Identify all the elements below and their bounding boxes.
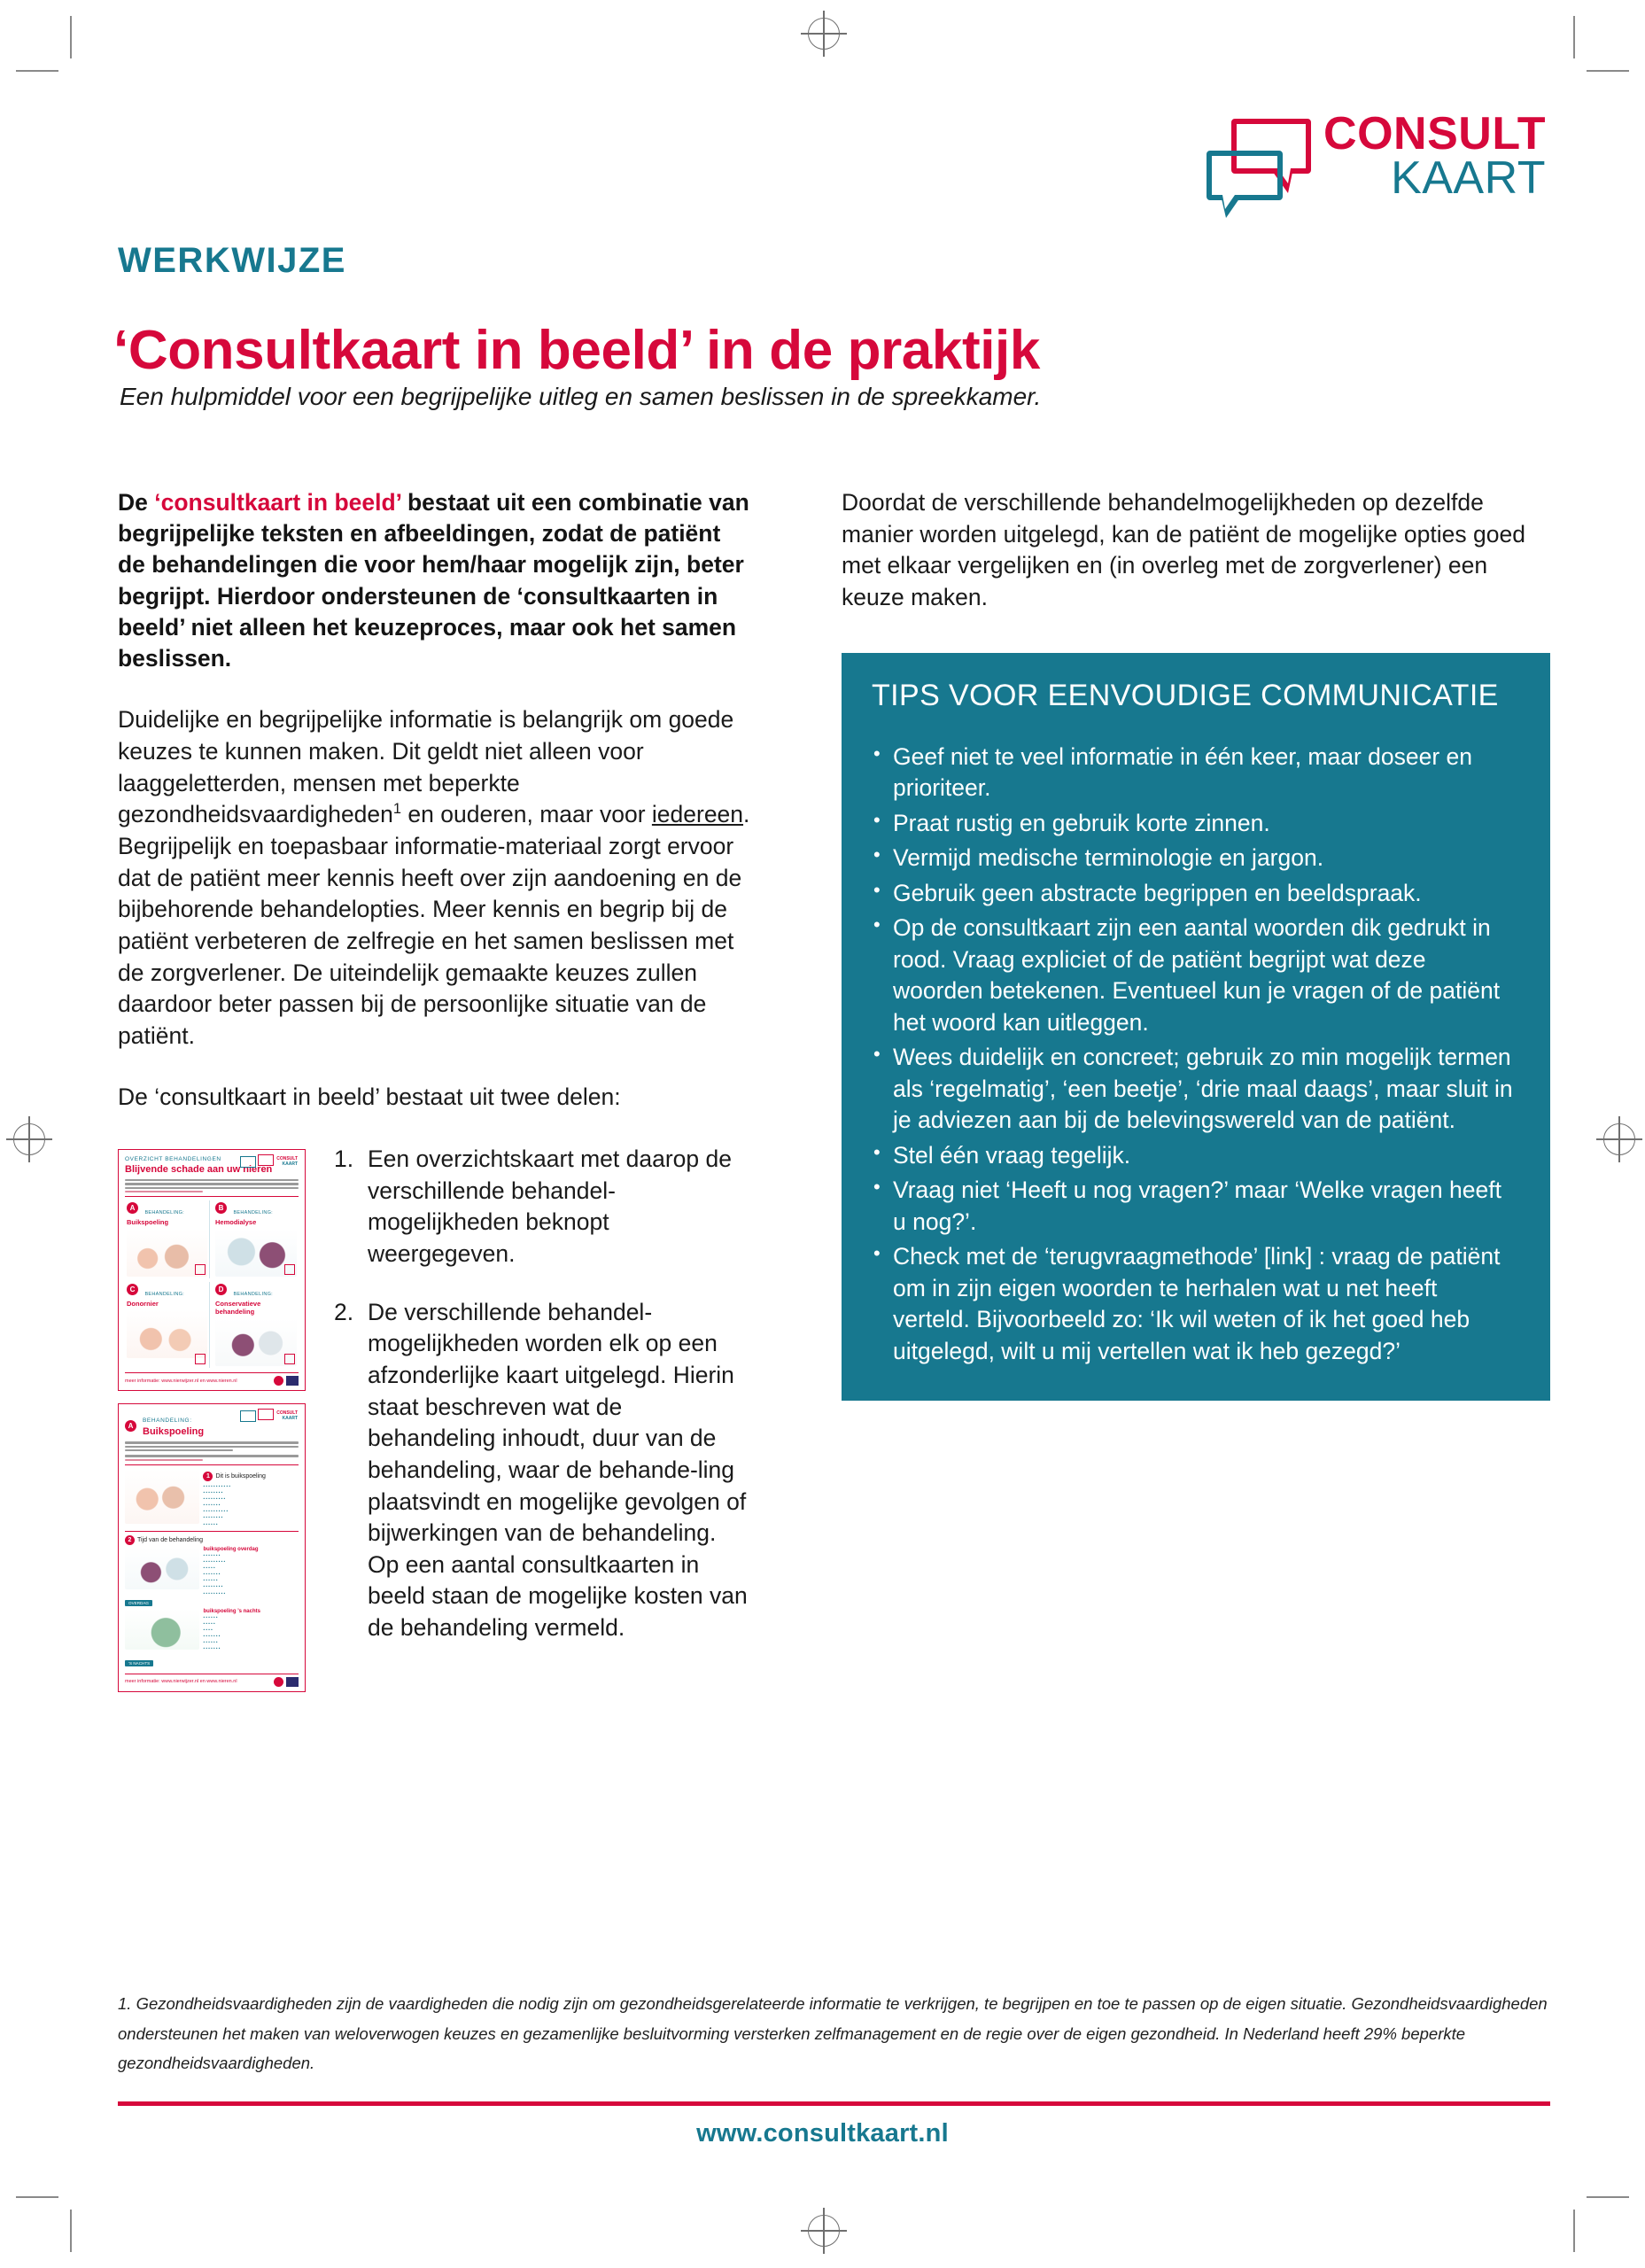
overview-card-footer (125, 1372, 299, 1386)
thumbnail-logo-icon: CONSULT KAART (240, 1156, 298, 1168)
detail-partner-logos (274, 1677, 299, 1687)
tips-item: • Geef niet te veel informatie in één keer, maar doseer en prioriteer. (872, 742, 1520, 804)
pill-s-nachts: ’S NACHTS (125, 1660, 153, 1666)
detail-step-1-header (203, 1472, 299, 1481)
option-a-title: Buikspoeling (127, 1218, 169, 1227)
footnote-reference: 1 (392, 801, 402, 818)
list-item-2-number: 2. (334, 1298, 354, 1325)
list-item-1-number: 1. (334, 1146, 354, 1173)
option-d-checkbox[interactable] (284, 1354, 295, 1364)
overview-footer-text: meer informatie: www.nierwijzer.nl en www.nieren.nl (125, 1378, 237, 1384)
nfk-logo-icon (286, 1376, 299, 1386)
tips-list (872, 742, 1520, 1368)
detail-intro-lines (125, 1441, 299, 1461)
pill-overdag: OVERDAG (125, 1600, 152, 1606)
option-badge-b: B (215, 1202, 227, 1214)
detail-footer-text: meer informatie: www.nierwijzer.nl en www.nieren.nl (125, 1679, 237, 1685)
detail-step-1 (125, 1469, 299, 1527)
crop-mark-top-left-horizontal (16, 70, 58, 72)
option-d-kicker: BEHANDELING: (233, 1292, 274, 1298)
option-c-kicker: BEHANDELING: (144, 1292, 185, 1298)
tips-item: • Vermijd medische terminologie en jargon. (872, 843, 1520, 874)
detail-nfk-logo-icon (286, 1677, 299, 1687)
detail-title: Buikspoeling (143, 1426, 205, 1438)
detail-step-1-bullets: • • • • • • • • • • • • • • • • • • • • • • • • • • • • • • • • • • • • • • • • • • • • • • • • • • • • • • • • • • • (203, 1483, 230, 1526)
overview-option-c[interactable] (125, 1282, 210, 1368)
option-c-title: Donornier (127, 1300, 159, 1309)
tips-item: • Gebruik geen abstracte begrippen en beeldspraak. (872, 878, 1520, 910)
option-b-title: Hemodialyse (215, 1218, 257, 1227)
kidney-logo-icon (274, 1376, 283, 1386)
overview-options-grid (125, 1200, 299, 1368)
overview-option-d[interactable] (213, 1282, 299, 1368)
detail-illustration-3 (125, 1609, 199, 1650)
detail-step-2-header (125, 1535, 299, 1545)
tips-box (842, 653, 1550, 1402)
list-item (334, 1297, 754, 1644)
crop-mark-bottom-right-vertical (1573, 2210, 1575, 2252)
detail-step-2-number: 2 (125, 1535, 135, 1545)
right-column (842, 487, 1550, 1401)
option-c-checkbox[interactable] (195, 1354, 206, 1364)
option-badge-d: D (215, 1284, 227, 1295)
detail-section-daytime (125, 1547, 299, 1609)
logo-word-kaart: KAART (1391, 151, 1546, 204)
detail-kicker: BEHANDELING: (143, 1418, 192, 1425)
registration-mark-bottom (808, 2215, 840, 2247)
right-paragraph-1: Doordat de verschillende behandelmogelijkheden op dezelfde manier worden uitgelegd, kan de patiënt de mogelijke opties goed met elkaar vergelijken en (in overleg met de zorgverlener) een keuze maken. (842, 489, 1525, 610)
tips-box-title: TIPS VOOR EENVOUDIGE COMMUNICATIE (872, 678, 1499, 712)
detail-kidney-logo-icon (274, 1677, 283, 1687)
detail-section-night (125, 1609, 299, 1669)
option-a-kicker: BEHANDELING: (144, 1210, 185, 1216)
thumbnail-detail-card[interactable] (118, 1403, 306, 1692)
option-d-title: Conservatieve behandeling (215, 1300, 261, 1317)
option-b-kicker: BEHANDELING: (233, 1210, 274, 1216)
paragraph-1-part-b: en ouderen, maar voor (401, 801, 652, 828)
detail-step-1-label: Dit is buikspoeling (215, 1472, 266, 1480)
crop-mark-top-right-horizontal (1587, 70, 1629, 72)
page-subtitle: Een hulpmiddel voor een begrijpelijke uitleg en samen beslissen in de spreekkamer. (120, 383, 1042, 410)
detail-illustration-2 (125, 1547, 199, 1589)
lead-highlight: ‘consultkaart in beeld’ (154, 489, 401, 516)
registration-mark-left (13, 1123, 45, 1155)
detail-daytime-bullets: • • • • • • • • • • • • • • • • • • • • • • • • • • • • • • • • • • • • • • • • • • • • • • • • • • • (203, 1552, 226, 1596)
detail-card-footer (125, 1674, 299, 1687)
registration-mark-top (808, 18, 840, 50)
tips-item: • Wees duidelijk en concreet; gebruik zo min mogelijk termen als ‘regelmatig’, ‘een beetje’, ‘drie maal daags’, maar sluit in je adviezen aan bij de belevingswereld van de patiënt. (872, 1042, 1520, 1137)
overview-option-b[interactable] (213, 1200, 299, 1278)
tips-item: • Stel één vraag tegelijk. (872, 1140, 1520, 1172)
footer-website-url[interactable]: www.consultkaart.nl (696, 2119, 949, 2148)
card-thumbnails (118, 1149, 306, 1705)
option-a-checkbox[interactable] (195, 1264, 206, 1275)
detail-step-2-label: Tijd van de behandeling (137, 1536, 204, 1543)
paragraph-1-part-a: Duidelijke en begrijpelijke informatie is belangrijk om goede keuzes te kunnen maken. Dit geldt niet alleen voor laaggeletterden, mensen met beperkte gezondheidsvaardigheden (118, 706, 734, 828)
left-column (118, 487, 754, 1685)
parts-section (118, 1144, 754, 1685)
logo-wordmark (1323, 108, 1546, 204)
paragraph-1-part-c: . Begrijpelijk en toepasbaar informatie-materiaal zorgt ervoor dat de patiënt meer kennis heeft over zijn aandoening en de bijbehorende behandelopties. Meer kennis en begrip bij de patiënt verbeteren de zelfregie en het samen beslissen met de zorgverlener. De uiteindelijk gemaakte keuzes zullen daardoor beter passen bij de persoonlijke situatie van de patiënt. (118, 801, 750, 1049)
list-item-2-text: De verschillende behandel-mogelijkheden worden elk op een afzonderlijke kaart uitgelegd. Hierin staat beschreven wat de behandeling inhoudt, duur van de behandeling, waar de behande-ling plaatsvindt en mogelijke gevolgen of bijwerkingen van de behandeling. Op een aantal consultkaarten in beeld staan de mogelijke kosten van de behandeling vermeld. (368, 1298, 748, 1642)
list-item (334, 1144, 754, 1270)
lead-text-before: De (118, 489, 155, 516)
detail-illustration-1 (125, 1469, 199, 1524)
detail-night-bullets: • • • • • • • • • • • • • • • • • • • • • • • • • • • • • • • • • • • (203, 1614, 221, 1651)
crop-mark-top-right-vertical (1573, 16, 1575, 58)
option-c-illustration (127, 1310, 207, 1358)
overview-title: Blijvende schade aan uw nieren (125, 1164, 273, 1176)
tips-item: • Vraag niet ‘Heeft u nog vragen?’ maar ‘Welke vragen heeft u nog?’. (872, 1175, 1520, 1238)
partner-logos (274, 1376, 299, 1386)
crop-mark-bottom-right-horizontal (1587, 2196, 1629, 2198)
footer-divider (118, 2101, 1550, 2106)
consultkaart-logo (1207, 108, 1546, 204)
subheading-daytime: buikspoeling overdag (203, 1546, 259, 1552)
option-badge-c: C (127, 1284, 138, 1295)
body-paragraph-2: De ‘consultkaart in beeld’ bestaat uit twee delen: (118, 1084, 621, 1111)
overview-intro-lines (125, 1179, 299, 1192)
parts-numbered-list (334, 1144, 754, 1644)
list-item-1-text: Een overzichtskaart met daarop de verschillende behandel-mogelijkheden beknopt weergegeven. (368, 1146, 732, 1268)
overview-option-a[interactable] (125, 1200, 210, 1278)
registration-mark-right (1603, 1123, 1635, 1155)
subheading-night: buikspoeling ’s nachts (203, 1608, 260, 1614)
paragraph-1-underlined: iedereen (651, 801, 744, 828)
tips-item: • Check met de ‘terugvraagmethode’ [link] : vraag de patiënt om in zijn eigen woorden te herhalen wat u net heeft verteld. Bijvoorbeeld zo: ‘Ik wil weten of ik het goed heb uitgelegd, wilt u mij vertellen wat ik heb gezegd?’ (872, 1241, 1520, 1367)
page-title: ‘Consultkaart in beeld’ in de praktijk (113, 319, 1040, 381)
lead-paragraph (118, 487, 754, 674)
tips-item: • Op de consultkaart zijn een aantal woorden dik gedrukt in rood. Vraag expliciet of de patiënt begrijpt wat deze woorden betekenen. Eventueel kun je vragen of de patiënt het woord kan uitleggen. (872, 913, 1520, 1038)
logo-word-consult: CONSULT (1323, 108, 1546, 159)
crop-mark-top-left-vertical (70, 16, 72, 58)
tips-item: • Praat rustig en gebruik korte zinnen. (872, 808, 1520, 840)
footnote-text: 1. Gezondheidsvaardigheden zijn de vaardigheden die nodig zijn om gezondheidsgerelateerde informatie te verkrijgen, te begrijpen en toe te passen op de eigen situatie. Gezondheidsvaardigheden ondersteunen het maken van weloverwogen keuzes en gezamenlijke besluitvorming versterken zelfmanagement en de regie over de eigen gezondheid. In Nederland heeft 29% beperkte gezondheidsvaardigheden. (118, 1994, 1548, 2073)
thumbnail-overview-card[interactable] (118, 1149, 306, 1391)
eyebrow-label: WERKWIJZE (118, 241, 346, 280)
option-badge-a: A (127, 1202, 138, 1214)
crop-mark-bottom-left-horizontal (16, 2196, 58, 2198)
overview-kicker: OVERZICHT BEHANDELINGEN (125, 1156, 221, 1163)
speech-bubbles-icon (1207, 119, 1311, 200)
detail-step-1-number: 1 (203, 1472, 213, 1481)
detail-thumbnail-logo-icon: CONSULT KAART (240, 1410, 298, 1422)
lead-text-after: bestaat uit een combinatie van begrijpelijke teksten en afbeeldingen, zodat de patiënt de behandelingen die voor hem/haar mogelijk zijn, beter begrijpt. Hierdoor ondersteunen de ‘consultkaarten in beeld’ niet alleen het keuzeproces, maar ook het samen beslissen. (118, 489, 749, 672)
crop-mark-bottom-left-vertical (70, 2210, 72, 2252)
detail-badge: A (125, 1420, 136, 1432)
option-b-checkbox[interactable] (284, 1264, 295, 1275)
speech-bubble-teal-icon (1207, 151, 1283, 200)
body-paragraph-1 (118, 704, 754, 1052)
